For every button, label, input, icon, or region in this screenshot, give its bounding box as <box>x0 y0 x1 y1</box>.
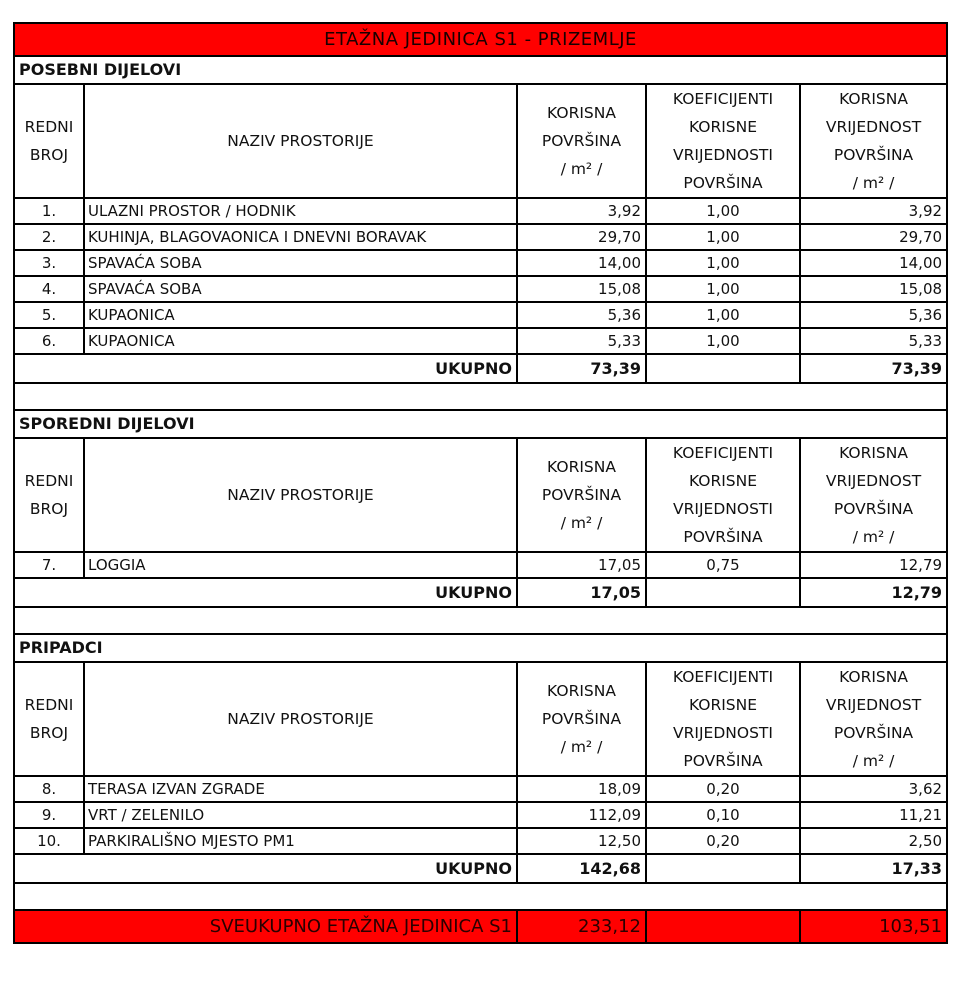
unit-area-table <box>13 22 946 944</box>
room-value: 3,62 <box>800 776 947 802</box>
row-number: 8. <box>14 776 84 802</box>
room-area: 3,92 <box>517 198 646 224</box>
table-row <box>14 198 947 224</box>
room-area: 18,09 <box>517 776 646 802</box>
total-area: 142,68 <box>517 854 646 883</box>
room-value: 29,70 <box>800 224 947 250</box>
col-header-korisna-vrijednost: KORISNA VRIJEDNOST POVRŠINA / m² / <box>800 662 947 776</box>
room-value: 5,33 <box>800 328 947 354</box>
row-number: 7. <box>14 552 84 578</box>
total-value: 73,39 <box>800 354 947 383</box>
section-header-posebni <box>14 56 947 84</box>
total-area: 73,39 <box>517 354 646 383</box>
spacer-cell <box>14 883 947 910</box>
column-header-row <box>14 438 947 552</box>
room-coefficient: 1,00 <box>646 276 800 302</box>
col-header-korisna-vrijednost: KORISNA VRIJEDNOST POVRŠINA / m² / <box>800 84 947 198</box>
room-value: 14,00 <box>800 250 947 276</box>
room-coefficient: 0,20 <box>646 776 800 802</box>
spacer-row <box>14 383 947 410</box>
section-title: PRIPADCI <box>14 634 947 662</box>
room-coefficient: 1,00 <box>646 224 800 250</box>
room-area: 112,09 <box>517 802 646 828</box>
area-table <box>13 22 948 944</box>
room-area: 5,36 <box>517 302 646 328</box>
row-number: 4. <box>14 276 84 302</box>
total-label: UKUPNO <box>14 578 517 607</box>
grand-total-label: SVEUKUPNO ETAŽNA JEDINICA S1 <box>14 910 517 943</box>
spacer-row <box>14 883 947 910</box>
row-number: 2. <box>14 224 84 250</box>
room-area: 15,08 <box>517 276 646 302</box>
spacer-cell <box>14 607 947 634</box>
row-number: 5. <box>14 302 84 328</box>
room-name: ULAZNI PROSTOR / HODNIK <box>84 198 517 224</box>
column-header-row <box>14 84 947 198</box>
room-name: KUPAONICA <box>84 328 517 354</box>
total-coefficient-empty <box>646 354 800 383</box>
title-row <box>14 23 947 56</box>
room-coefficient: 0,10 <box>646 802 800 828</box>
room-area: 5,33 <box>517 328 646 354</box>
column-header-row <box>14 662 947 776</box>
room-value: 15,08 <box>800 276 947 302</box>
col-header-naziv: NAZIV PROSTORIJE <box>84 438 517 552</box>
room-name: TERASA IZVAN ZGRADE <box>84 776 517 802</box>
room-coefficient: 0,75 <box>646 552 800 578</box>
room-coefficient: 0,20 <box>646 828 800 854</box>
col-header-koeficijenti: KOEFICIJENTI KORISNE VRIJEDNOSTI POVRŠINA <box>646 438 800 552</box>
room-coefficient: 1,00 <box>646 302 800 328</box>
room-coefficient: 1,00 <box>646 250 800 276</box>
section-total-row <box>14 854 947 883</box>
section-header-sporedni <box>14 410 947 438</box>
room-name: KUHINJA, BLAGOVAONICA I DNEVNI BORAVAK <box>84 224 517 250</box>
table-row <box>14 776 947 802</box>
total-label: UKUPNO <box>14 854 517 883</box>
col-header-korisna-povrsina: KORISNA POVRŠINA / m² / <box>517 662 646 776</box>
room-area: 29,70 <box>517 224 646 250</box>
table-row <box>14 224 947 250</box>
grand-total-coefficient-empty <box>646 910 800 943</box>
row-number: 3. <box>14 250 84 276</box>
table-row <box>14 828 947 854</box>
room-area: 12,50 <box>517 828 646 854</box>
room-value: 5,36 <box>800 302 947 328</box>
col-header-korisna-povrsina: KORISNA POVRŠINA / m² / <box>517 438 646 552</box>
total-coefficient-empty <box>646 578 800 607</box>
section-total-row <box>14 354 947 383</box>
room-name: SPAVAĆA SOBA <box>84 250 517 276</box>
col-header-naziv: NAZIV PROSTORIJE <box>84 84 517 198</box>
spacer-cell <box>14 383 947 410</box>
col-header-redni-broj: REDNI BROJ <box>14 84 84 198</box>
room-value: 11,21 <box>800 802 947 828</box>
spacer-row <box>14 607 947 634</box>
room-name: SPAVAĆA SOBA <box>84 276 517 302</box>
col-header-korisna-vrijednost: KORISNA VRIJEDNOST POVRŠINA / m² / <box>800 438 947 552</box>
row-number: 9. <box>14 802 84 828</box>
section-title: POSEBNI DIJELOVI <box>14 56 947 84</box>
table-row <box>14 276 947 302</box>
total-coefficient-empty <box>646 854 800 883</box>
table-row <box>14 328 947 354</box>
row-number: 1. <box>14 198 84 224</box>
table-row <box>14 552 947 578</box>
table-title: ETAŽNA JEDINICA S1 - PRIZEMLJE <box>14 23 947 56</box>
room-name: LOGGIA <box>84 552 517 578</box>
table-row <box>14 302 947 328</box>
room-value: 12,79 <box>800 552 947 578</box>
section-header-pripadci <box>14 634 947 662</box>
col-header-korisna-povrsina: KORISNA POVRŠINA / m² / <box>517 84 646 198</box>
total-value: 17,33 <box>800 854 947 883</box>
table-row <box>14 802 947 828</box>
col-header-koeficijenti: KOEFICIJENTI KORISNE VRIJEDNOSTI POVRŠINA <box>646 84 800 198</box>
room-value: 2,50 <box>800 828 947 854</box>
row-number: 10. <box>14 828 84 854</box>
col-header-redni-broj: REDNI BROJ <box>14 438 84 552</box>
room-area: 14,00 <box>517 250 646 276</box>
room-coefficient: 1,00 <box>646 198 800 224</box>
total-area: 17,05 <box>517 578 646 607</box>
room-name: KUPAONICA <box>84 302 517 328</box>
grand-total-row <box>14 910 947 943</box>
grand-total-area: 233,12 <box>517 910 646 943</box>
col-header-naziv: NAZIV PROSTORIJE <box>84 662 517 776</box>
grand-total-value: 103,51 <box>800 910 947 943</box>
room-area: 17,05 <box>517 552 646 578</box>
room-name: PARKIRALIŠNO MJESTO PM1 <box>84 828 517 854</box>
room-name: VRT / ZELENILO <box>84 802 517 828</box>
section-total-row <box>14 578 947 607</box>
total-label: UKUPNO <box>14 354 517 383</box>
row-number: 6. <box>14 328 84 354</box>
col-header-redni-broj: REDNI BROJ <box>14 662 84 776</box>
section-title: SPOREDNI DIJELOVI <box>14 410 947 438</box>
table-row <box>14 250 947 276</box>
total-value: 12,79 <box>800 578 947 607</box>
col-header-koeficijenti: KOEFICIJENTI KORISNE VRIJEDNOSTI POVRŠINA <box>646 662 800 776</box>
room-coefficient: 1,00 <box>646 328 800 354</box>
room-value: 3,92 <box>800 198 947 224</box>
